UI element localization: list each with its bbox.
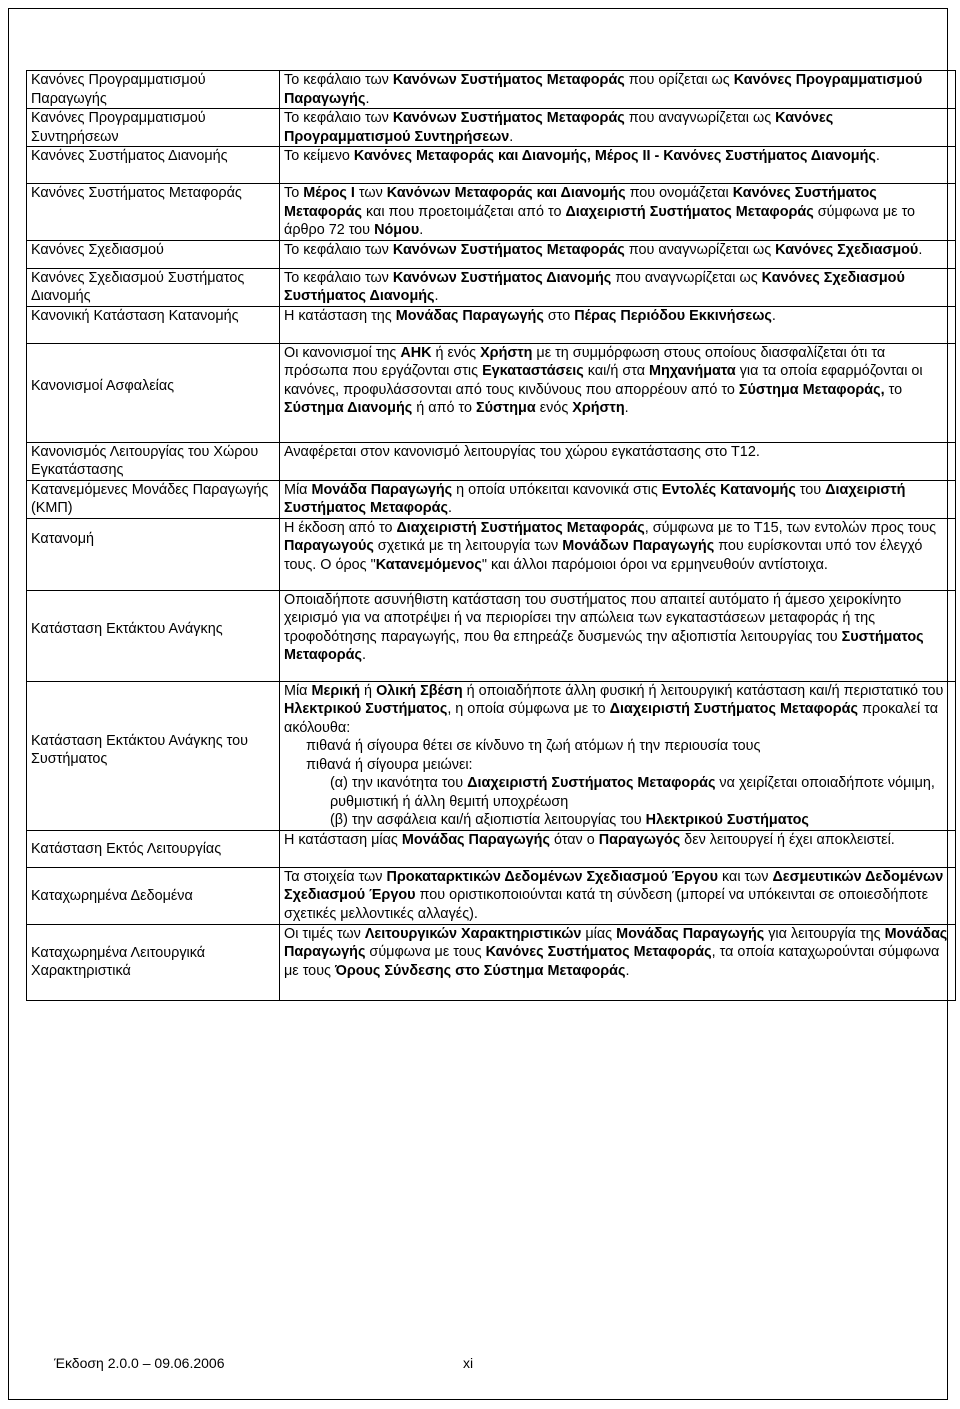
glossary-definition: Οι τιμές των Λειτουργικών Χαρακτηριστικών μίας Μονάδας Παραγωγής για λειτουργία της Μονάδας Παραγωγής σύμφωνα με τους Κανόνες Συστήματος Μεταφοράς, τα οποία καταχωρούνται σύμφωνα με τους Όρους Σύνδεσης στο Σύστημα Μεταφοράς. <box>280 924 956 1000</box>
glossary-definition: Το κεφάλαιο των Κανόνων Συστήματος Μεταφοράς που αναγνωρίζεται ως Κανόνες Σχεδιασμού. <box>280 240 956 268</box>
glossary-row <box>27 518 956 590</box>
glossary-term: Κανόνες Συστήματος Διανομής <box>27 147 280 184</box>
glossary-definition: Το κεφάλαιο των Κανόνων Συστήματος Μεταφοράς που αναγνωρίζεται ως Κανόνες Προγραμματισμού Συντηρήσεων. <box>280 109 956 147</box>
glossary-row <box>27 306 956 343</box>
glossary-row <box>27 924 956 1000</box>
glossary-definition: Οποιαδήποτε ασυνήθιστη κατάσταση του συστήματος που απαιτεί αυτόματο ή άμεσο χειροκίνητο χειρισμό για να αποτρέψει ή να περιορίσει την απώλεια των εγκαταστάσεων μεταφοράς ή της τροφοδότησης παραγωγής, που θα επηρεάζε δυσμενώς την αξιοπιστία λειτουργίας του Συστήματος Μεταφοράς. <box>280 590 956 681</box>
glossary-row <box>27 184 956 241</box>
glossary-definition: Μία Μονάδα Παραγωγής η οποία υπόκειται κανονικά στις Εντολές Κατανομής του Διαχειριστή Συστήματος Μεταφοράς. <box>280 480 956 518</box>
glossary-definition: Αναφέρεται στον κανονισμό λειτουργίας του χώρου εγκατάστασης στο Τ12. <box>280 442 956 480</box>
glossary-definition: Η κατάσταση μίας Μονάδας Παραγωγής όταν ο Παραγωγός δεν λειτουργεί ή έχει αποκλειστεί. <box>280 830 956 867</box>
glossary-term: Κανονική Κατάσταση Κατανομής <box>27 306 280 343</box>
glossary-definition: Οι κανονισμοί της ΑΗΚ ή ενός Χρήστη με τη συμμόρφωση στους οποίους διασφαλίζεται ότι τα πρόσωπα που εργάζονται στις Εγκαταστάσεις και/ή στα Μηχανήματα για τα οποία εφαρμόζονται οι κανόνες, προφυλάσσονται από τους κινδύνους που απορρέουν από το Σύστημα Μεταφοράς, το Σύστημα Διανομής ή από το Σύστημα ενός Χρήστη. <box>280 343 956 442</box>
glossary-term: Κατανεμόμενες Μονάδες Παραγωγής (ΚΜΠ) <box>27 480 280 518</box>
glossary-row <box>27 240 956 268</box>
glossary-row <box>27 480 956 518</box>
glossary-row <box>27 268 956 306</box>
glossary-term: Κατανομή <box>27 518 280 590</box>
glossary-term: Κατάσταση Εκτός Λειτουργίας <box>27 830 280 867</box>
glossary-term: Κανόνες Προγραμματισμού Παραγωγής <box>27 71 280 109</box>
glossary-row <box>27 830 956 867</box>
glossary-definition: Μία Μερική ή Ολική Σβέση ή οποιαδήποτε άλλη φυσική ή λειτουργική κατάσταση και/ή περιστατικό του Ηλεκτρικού Συστήματος, η οποία σύμφωνα με το Διαχειριστή Συστήματος Μεταφοράς προκαλεί τα ακόλουθα: πιθανά ή σίγουρα θέτει σε κίνδυνο τη ζωή ατόμων ή την περιουσία τους πιθανά ή σίγουρα μειώνει: (α) την ικανότητα του Διαχειριστή Συστήματος Μεταφοράς να χειρίζεται οποιαδήποτε νόμιμη, ρυθμιστική ή άλλη θεμιτή υποχρέωση (β) την ασφάλεια και/ή αξιοπιστία λειτουργίας του Ηλεκτρικού Συστήματος <box>280 681 956 830</box>
glossary-term: Κανόνες Σχεδιασμού <box>27 240 280 268</box>
glossary-term: Καταχωρημένα Λειτουργικά Χαρακτηριστικά <box>27 924 280 1000</box>
glossary-term: Κατάσταση Εκτάκτου Ανάγκης <box>27 590 280 681</box>
glossary-term: Κανονισμοί Ασφαλείας <box>27 343 280 442</box>
glossary-definition: Η έκδοση από το Διαχειριστή Συστήματος Μεταφοράς, σύμφωνα με το Τ15, των εντολών προς τους Παραγωγούς σχετικά με τη λειτουργία των Μονάδων Παραγωγής που ευρίσκονται υπό τον έλεγχό τους. Ο όρος "Κατανεμόμενος" και άλλοι παρόμοιοι όροι να ερμηνευθούν αντίστοιχα. <box>280 518 956 590</box>
glossary-row <box>27 442 956 480</box>
glossary-definition: Η κατάσταση της Μονάδας Παραγωγής στο Πέρας Περιόδου Εκκινήσεως. <box>280 306 956 343</box>
glossary-term: Κανόνες Προγραμματισμού Συντηρήσεων <box>27 109 280 147</box>
glossary-row <box>27 681 956 830</box>
glossary-definition: Το κεφάλαιο των Κανόνων Συστήματος Διανομής που αναγνωρίζεται ως Κανόνες Σχεδιασμού Συστήματος Διανομής. <box>280 268 956 306</box>
glossary-term: Καταχωρημένα Δεδομένα <box>27 867 280 924</box>
glossary-body <box>27 71 956 1001</box>
glossary-term: Κανόνες Σχεδιασμού Συστήματος Διανομής <box>27 268 280 306</box>
glossary-term: Κανόνες Συστήματος Μεταφοράς <box>27 184 280 241</box>
glossary-table <box>26 70 956 1001</box>
glossary-definition: Τα στοιχεία των Προκαταρκτικών Δεδομένων Σχεδιασμού Έργου και των Δεσμευτικών Δεδομένων Σχεδιασμού Έργου που οριστικοποιούνται κατά τη σύνδεση (μπορεί να υπόκεινται σε οποιεσδήποτε σχετικές μελλοντικές αλλαγές). <box>280 867 956 924</box>
footer-page-number: xi <box>463 1355 474 1371</box>
glossary-row <box>27 147 956 184</box>
footer-version: Έκδοση 2.0.0 – 09.06.2006 <box>54 1355 225 1371</box>
glossary-row <box>27 71 956 109</box>
glossary-row <box>27 590 956 681</box>
glossary-definition: Το κείμενο Κανόνες Μεταφοράς και Διανομής, Μέρος ΙΙ - Κανόνες Συστήματος Διανομής. <box>280 147 956 184</box>
glossary-term: Κατάσταση Εκτάκτου Ανάγκης του Συστήματος <box>27 681 280 830</box>
glossary-row <box>27 343 956 442</box>
glossary-row <box>27 867 956 924</box>
glossary-definition: Το Μέρος Ι των Κανόνων Μεταφοράς και Διανομής που ονομάζεται Κανόνες Συστήματος Μεταφοράς και που προετοιμάζεται από το Διαχειριστή Συστήματος Μεταφοράς σύμφωνα με το άρθρο 72 του Νόμου. <box>280 184 956 241</box>
glossary-term: Κανονισμός Λειτουργίας του Χώρου Εγκατάστασης <box>27 442 280 480</box>
glossary-definition: Το κεφάλαιο των Κανόνων Συστήματος Μεταφοράς που ορίζεται ως Κανόνες Προγραμματισμού Παραγωγής. <box>280 71 956 109</box>
glossary-row <box>27 109 956 147</box>
